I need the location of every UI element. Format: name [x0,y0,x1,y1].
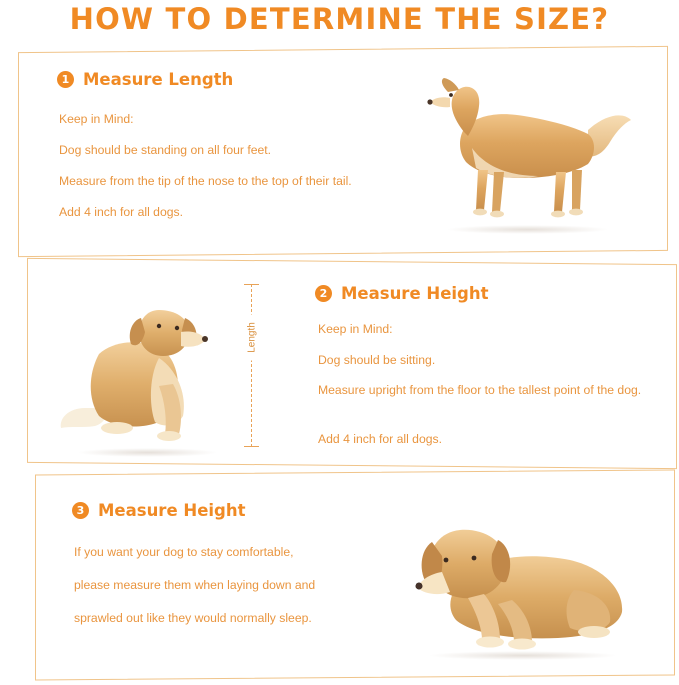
step-panel-1 [18,46,668,257]
step-2-line-2: Dog should be sitting. [318,353,436,367]
step-1-heading [57,70,233,89]
step-2-heading [315,284,489,303]
step-1-line-2: Dog should be standing on all four feet. [59,143,272,157]
step-3-line-3: sprawled out like they would normally sleep. [74,611,312,625]
step-1-title: Measure Length [83,70,234,89]
step-3-heading [72,501,246,520]
step-2-number-badge: 2 [315,285,332,302]
measure-cap-top [244,284,259,285]
step-2-title: Measure Height [341,284,489,303]
length-measure-marker [240,278,264,453]
step-2-line-1: Keep in Mind: [318,322,393,336]
page-title: HOW TO DETERMINE THE SIZE? [69,2,610,36]
step-1-line-4: Add 4 inch for all dogs. [59,205,183,219]
measure-cap-bottom [244,446,259,447]
step-3-title: Measure Height [98,501,246,520]
step-3-line-1: If you want your dog to stay comfortable, [74,545,294,559]
measure-label: Length [245,315,260,361]
step-panel-2 [27,258,677,469]
step-1-line-3: Measure from the tip of the nose to the top of their tail. [59,174,352,188]
step-2-line-4: Add 4 inch for all dogs. [318,432,442,446]
step-1-line-1: Keep in Mind: [59,112,134,126]
measure-dashed-line [251,284,252,447]
step-2-line-3: Measure upright from the floor to the tallest point of the dog. [318,383,642,397]
step-3-line-2: please measure them when laying down and [74,578,316,592]
step-panel-3 [35,469,675,680]
step-3-number-badge: 3 [72,502,89,519]
step-1-number-badge: 1 [57,71,74,88]
